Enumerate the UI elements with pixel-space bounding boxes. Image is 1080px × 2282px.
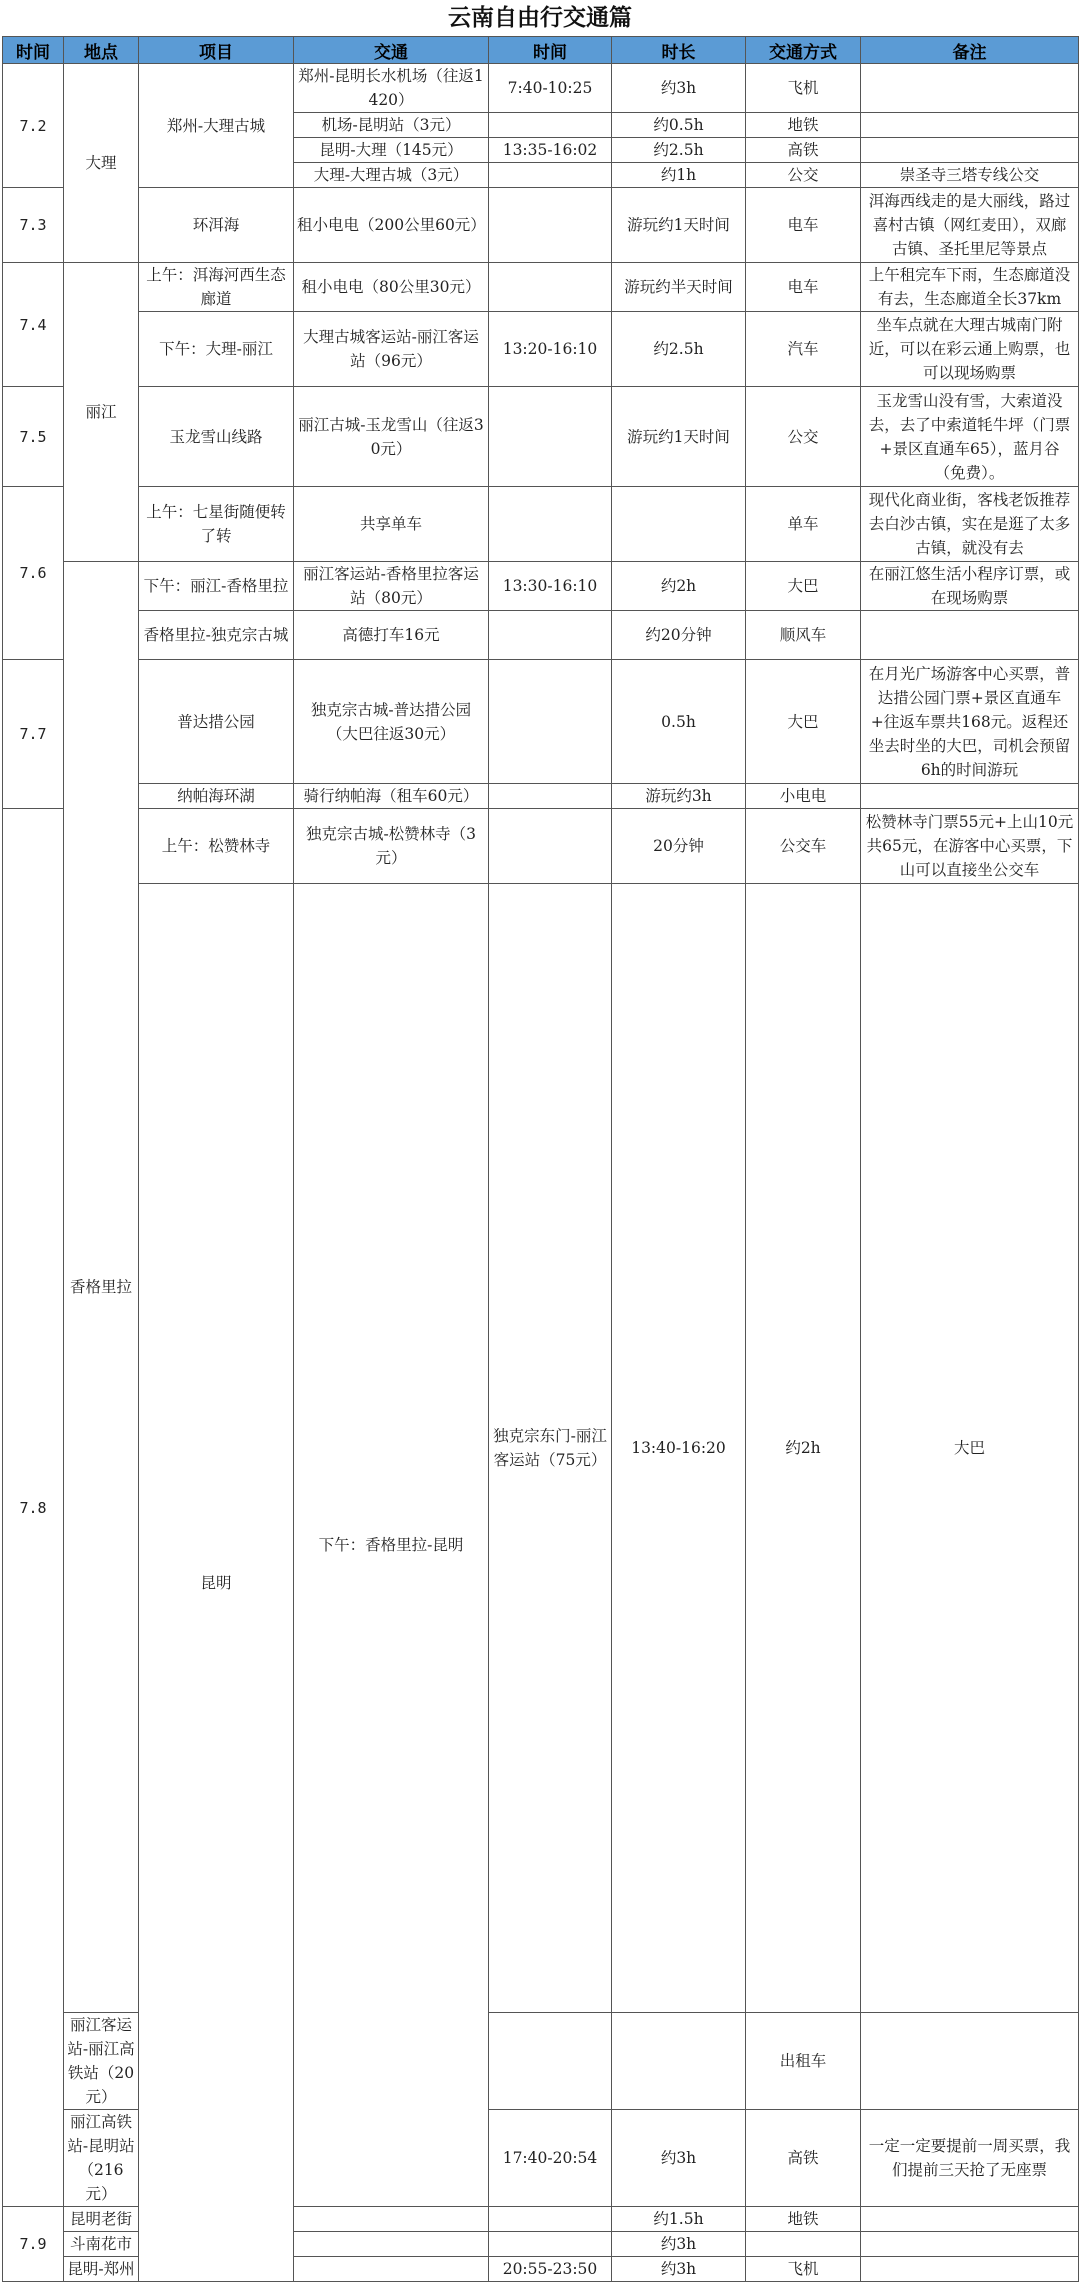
time-cell <box>489 188 612 263</box>
time-cell: 20:55-23:50 <box>489 2257 612 2282</box>
mode-cell: 顺风车 <box>746 611 861 660</box>
duration-cell: 约3h <box>612 2257 746 2282</box>
duration-cell: 约2.5h <box>612 138 746 163</box>
item-cell: 玉龙雪山线路 <box>139 387 294 487</box>
mode-cell: 大巴 <box>746 562 861 611</box>
time-cell <box>489 387 612 487</box>
note-cell <box>861 138 1079 163</box>
item-cell: 上午：七星街随便转了转 <box>139 487 294 562</box>
place-cell: 丽江 <box>64 263 139 562</box>
transport-cell: 租小电电（80公里30元） <box>294 263 489 312</box>
mode-cell: 汽车 <box>746 312 861 387</box>
mode-cell: 小电电 <box>746 784 861 809</box>
item-cell: 上午：松赞林寺 <box>139 809 294 884</box>
table-row <box>3 884 1079 2013</box>
transport-cell: 丽江客运站-丽江高铁站（20元） <box>64 2013 139 2110</box>
date-cell: 7.3 <box>3 188 64 263</box>
time-cell: 13:35-16:02 <box>489 138 612 163</box>
place-cell: 香格里拉 <box>64 562 139 2013</box>
time-cell <box>489 809 612 884</box>
note-cell: 在丽江悠生活小程序订票，或在现场购票 <box>861 562 1079 611</box>
note-cell: 松赞林寺门票55元+上山10元共65元，在游客中心买票，下山可以直接坐公交车 <box>861 809 1079 884</box>
date-cell: 7.7 <box>3 660 64 809</box>
duration-cell <box>612 2013 746 2110</box>
transport-cell: 丽江高铁站-昆明站（216元） <box>64 2110 139 2207</box>
note-cell: 玉龙雪山没有雪，大索道没去，去了中索道牦牛坪（门票+景区直通车65），蓝月谷（免费）。 <box>861 387 1079 487</box>
table-row <box>3 64 1079 113</box>
mode-cell: 出租车 <box>746 2013 861 2110</box>
header-item: 项目 <box>139 37 294 64</box>
date-cell: 7.5 <box>3 387 64 487</box>
item-cell: 香格里拉-独克宗古城 <box>139 611 294 660</box>
mode-cell <box>746 2232 861 2257</box>
duration-cell: 约3h <box>612 2232 746 2257</box>
duration-cell: 游玩约1天时间 <box>612 387 746 487</box>
mode-cell: 公交 <box>746 163 861 188</box>
date-cell: 7.9 <box>3 2207 64 2282</box>
time-cell: 13:20-16:10 <box>489 312 612 387</box>
transport-cell: 丽江古城-玉龙雪山（往返30元） <box>294 387 489 487</box>
transport-cell: 独克宗东门-丽江客运站（75元） <box>489 884 612 2013</box>
note-cell: 崇圣寺三塔专线公交 <box>861 163 1079 188</box>
duration-cell: 0.5h <box>612 660 746 784</box>
duration-cell: 约3h <box>612 64 746 113</box>
transport-cell: 郑州-昆明长水机场（往返1420） <box>294 64 489 113</box>
table-row <box>3 312 1079 387</box>
table-row <box>3 263 1079 312</box>
duration-cell: 20分钟 <box>612 809 746 884</box>
time-cell <box>489 487 612 562</box>
time-cell: 7:40-10:25 <box>489 64 612 113</box>
mode-cell: 地铁 <box>746 2207 861 2232</box>
note-cell: 在月光广场游客中心买票，普达措公园门票+景区直通车+往返车票共168元。返程还坐去时坐的大巴，司机会预留6h的时间游玩 <box>861 660 1079 784</box>
item-cell: 纳帕海环湖 <box>139 784 294 809</box>
time-cell: 13:40-16:20 <box>612 884 746 2013</box>
transport-cell <box>294 2232 489 2257</box>
transport-cell: 丽江客运站-香格里拉客运站（80元） <box>294 562 489 611</box>
note-cell <box>861 784 1079 809</box>
header-row <box>3 37 1079 64</box>
duration-cell <box>612 487 746 562</box>
item-cell: 环洱海 <box>139 188 294 263</box>
mode-cell: 电车 <box>746 188 861 263</box>
mode-cell: 飞机 <box>746 2257 861 2282</box>
date-cell: 7.6 <box>3 487 64 660</box>
mode-cell: 大巴 <box>746 660 861 784</box>
time-cell <box>489 660 612 784</box>
transport-cell: 骑行纳帕海（租车60元） <box>294 784 489 809</box>
header-time: 时间 <box>489 37 612 64</box>
mode-cell: 飞机 <box>746 64 861 113</box>
transport-cell: 昆明-大理（145元） <box>294 138 489 163</box>
transport-cell: 独克宗古城-松赞林寺（3元） <box>294 809 489 884</box>
item-cell: 下午：丽江-香格里拉 <box>139 562 294 611</box>
item-cell: 斗南花市 <box>64 2232 139 2257</box>
note-cell <box>861 2257 1079 2282</box>
note-cell: 上午租完车下雨，生态廊道没有去，生态廊道全长37km <box>861 263 1079 312</box>
time-cell <box>489 2207 612 2232</box>
duration-cell: 约3h <box>612 2110 746 2207</box>
date-cell: 7.8 <box>3 809 64 2207</box>
time-cell <box>489 784 612 809</box>
item-cell: 普达措公园 <box>139 660 294 784</box>
note-cell <box>861 64 1079 113</box>
duration-cell: 约2h <box>746 884 861 2013</box>
note-cell: 现代化商业街，客栈老饭推荐去白沙古镇，实在是逛了太多古镇，就没有去 <box>861 487 1079 562</box>
note-cell <box>861 2207 1079 2232</box>
header-date: 时间 <box>3 37 64 64</box>
transport-cell: 机场-昆明站（3元） <box>294 113 489 138</box>
note-cell <box>861 2232 1079 2257</box>
duration-cell: 约20分钟 <box>612 611 746 660</box>
mode-cell: 单车 <box>746 487 861 562</box>
note-cell: 洱海西线走的是大丽线，路过喜村古镇（网红麦田），双廊古镇、圣托里尼等景点 <box>861 188 1079 263</box>
duration-cell: 游玩约3h <box>612 784 746 809</box>
duration-cell: 约2.5h <box>612 312 746 387</box>
table-row <box>3 611 1079 660</box>
transport-cell: 高德打车16元 <box>294 611 489 660</box>
transport-cell: 独克宗古城-普达措公园（大巴往返30元） <box>294 660 489 784</box>
note-cell: 一定一定要提前一周买票，我们提前三天抢了无座票 <box>861 2110 1079 2207</box>
mode-cell: 高铁 <box>746 2110 861 2207</box>
duration-cell: 约0.5h <box>612 113 746 138</box>
mode-cell: 电车 <box>746 263 861 312</box>
header-duration: 时长 <box>612 37 746 64</box>
duration-cell: 游玩约1天时间 <box>612 188 746 263</box>
header-note: 备注 <box>861 37 1079 64</box>
item-cell: 昆明-郑州 <box>64 2257 139 2282</box>
time-cell <box>489 113 612 138</box>
mode-cell: 地铁 <box>746 113 861 138</box>
time-cell <box>489 2232 612 2257</box>
item-cell: 下午：大理-丽江 <box>139 312 294 387</box>
item-cell: 郑州-大理古城 <box>139 64 294 188</box>
note-cell <box>861 611 1079 660</box>
duration-cell: 约2h <box>612 562 746 611</box>
time-cell <box>489 263 612 312</box>
header-transport: 交通 <box>294 37 489 64</box>
time-cell <box>489 163 612 188</box>
transport-cell: 租小电电（200公里60元） <box>294 188 489 263</box>
item-cell: 昆明老街 <box>64 2207 139 2232</box>
transport-cell: 共享单车 <box>294 487 489 562</box>
page-title: 云南自由行交通篇 <box>448 5 632 31</box>
date-cell: 7.4 <box>3 263 64 387</box>
table-row <box>3 487 1079 562</box>
table-row <box>3 387 1079 487</box>
date-cell: 7.2 <box>3 64 64 188</box>
mode-cell: 公交车 <box>746 809 861 884</box>
mode-cell: 高铁 <box>746 138 861 163</box>
header-mode: 交通方式 <box>746 37 861 64</box>
transport-cell <box>294 2257 489 2282</box>
transport-cell: 大理-大理古城（3元） <box>294 163 489 188</box>
itinerary-table <box>2 36 1079 2282</box>
transport-cell: 大理古城客运站-丽江客运站（96元） <box>294 312 489 387</box>
note-cell: 坐车点就在大理古城南门附近，可以在彩云通上购票，也可以现场购票 <box>861 312 1079 387</box>
table-row <box>3 660 1079 784</box>
table-row <box>3 188 1079 263</box>
time-cell: 17:40-20:54 <box>489 2110 612 2207</box>
time-cell: 13:30-16:10 <box>489 562 612 611</box>
table-row <box>3 784 1079 809</box>
item-cell: 上午：洱海河西生态廊道 <box>139 263 294 312</box>
place-cell: 大理 <box>64 64 139 263</box>
transport-cell <box>294 2207 489 2232</box>
duration-cell: 约1h <box>612 163 746 188</box>
time-cell <box>489 2013 612 2110</box>
duration-cell: 游玩约半天时间 <box>612 263 746 312</box>
time-cell <box>489 611 612 660</box>
note-cell <box>861 2013 1079 2110</box>
mode-cell: 大巴 <box>861 884 1079 2013</box>
header-place: 地点 <box>64 37 139 64</box>
place-cell: 昆明 <box>139 884 294 2282</box>
item-cell: 下午：香格里拉-昆明 <box>294 884 489 2207</box>
table-row <box>3 809 1079 884</box>
note-cell <box>861 113 1079 138</box>
table-row <box>3 562 1079 611</box>
duration-cell: 约1.5h <box>612 2207 746 2232</box>
mode-cell: 公交 <box>746 387 861 487</box>
